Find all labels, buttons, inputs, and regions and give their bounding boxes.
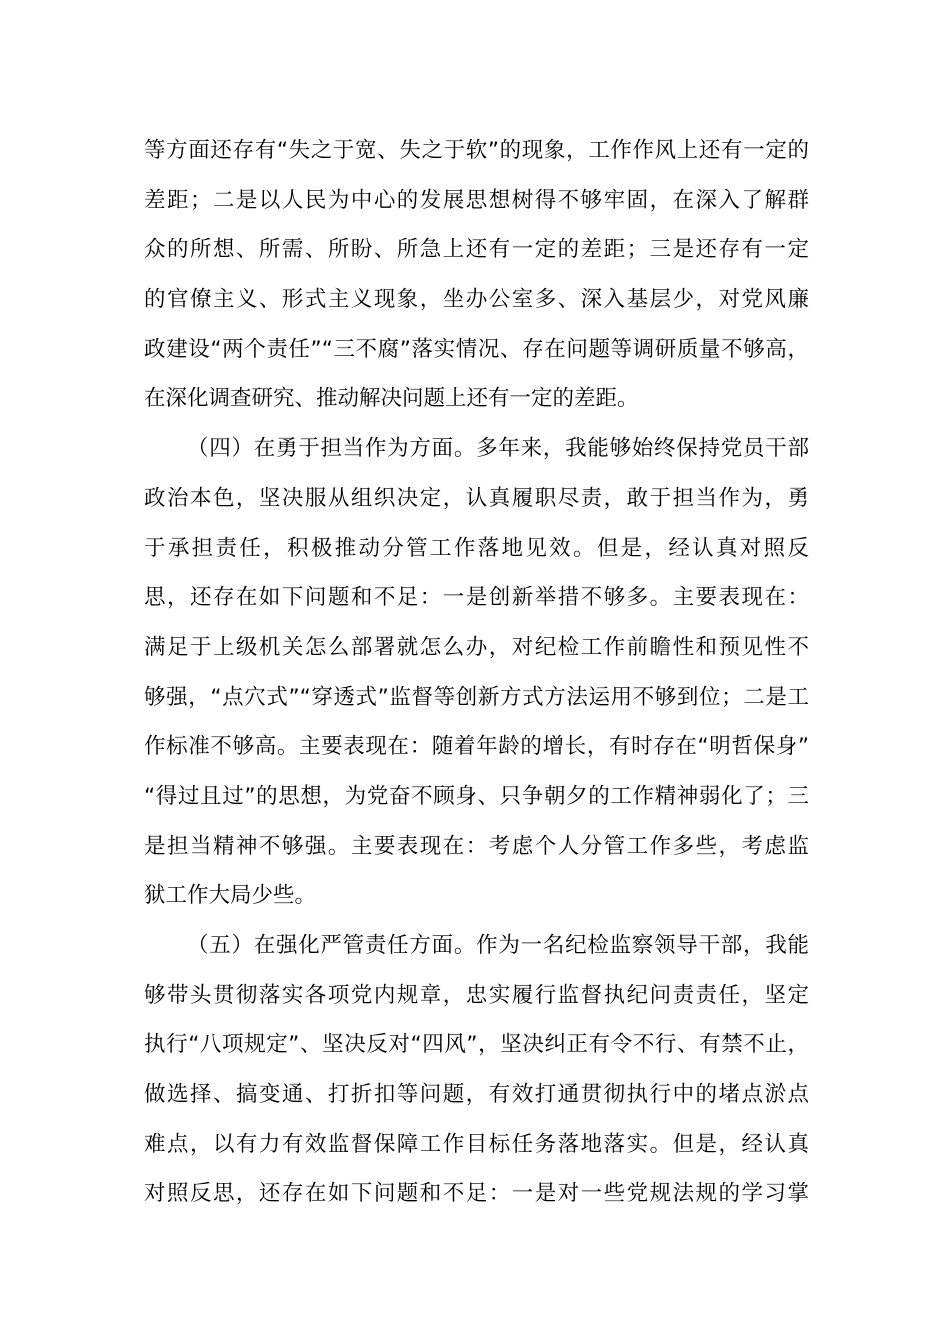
text-line: 执行“八项规定”、坚决反对“四风”，坚决纠正有令不行、有禁不止， (144, 1032, 809, 1058)
text-line: 于承担责任，积极推动分管工作落地见效。但是，经认真对照反 (144, 535, 809, 561)
text-line: “得过且过”的思想，为党奋不顾身、只争朝夕的工作精神弱化了；三 (144, 783, 809, 809)
text-line: 的官僚主义、形式主义现象，坐办公室多、深入基层少，对党风廉 (144, 287, 809, 313)
text-line: 对照反思，还存在如下问题和不足：一是对一些党规法规的学习掌 (144, 1181, 809, 1207)
text-line: 是担当精神不够强。主要表现在：考虑个人分管工作多些，考虑监 (144, 833, 809, 859)
text-line: 在深化调查研究、推动解决问题上还有一定的差距。 (144, 386, 639, 412)
text-line: 思，还存在如下问题和不足：一是创新举措不够多。主要表现在： (144, 585, 809, 611)
text-line: 狱工作大局少些。 (144, 883, 317, 909)
text-line: 够强，“点穴式”“穿透式”监督等创新方式方法运用不够到位；二是工 (144, 684, 809, 710)
paragraph-start-line: （四）在勇于担当作为方面。多年来，我能够始终保持党员干部 (187, 436, 809, 462)
text-line: 差距；二是以人民为中心的发展思想树得不够牢固，在深入了解群 (144, 187, 809, 213)
text-line: 够带头贯彻落实各项党内规章，忠实履行监督执纪问责责任，坚定 (144, 982, 809, 1008)
text-line: 众的所想、所需、所盼、所急上还有一定的差距；三是还存有一定 (144, 237, 809, 263)
text-line: 政建设“两个责任”“三不腐”落实情况、存在问题等调研质量不够高， (144, 336, 809, 362)
body-text (144, 126, 809, 1219)
text-line: 等方面还存有“失之于宽、失之于软”的现象，工作作风上还有一定的 (144, 138, 809, 163)
paragraph-start-line: （五）在强化严管责任方面。作为一名纪检监察领导干部，我能 (187, 933, 809, 958)
text-line: 难点，以有力有效监督保障工作目标任务落地落实。但是，经认真 (144, 1131, 809, 1157)
text-line: 满足于上级机关怎么部署就怎么办，对纪检工作前瞻性和预见性不 (144, 634, 809, 660)
text-line: 做选择、搞变通、打折扣等问题，有效打通贯彻执行中的堵点淤点 (144, 1082, 809, 1108)
text-line: 政治本色，坚决服从组织决定，认真履职尽责，敢于担当作为，勇 (144, 485, 809, 511)
text-line: 作标准不够高。主要表现在：随着年龄的增长，有时存在“明哲保身” (144, 734, 809, 760)
